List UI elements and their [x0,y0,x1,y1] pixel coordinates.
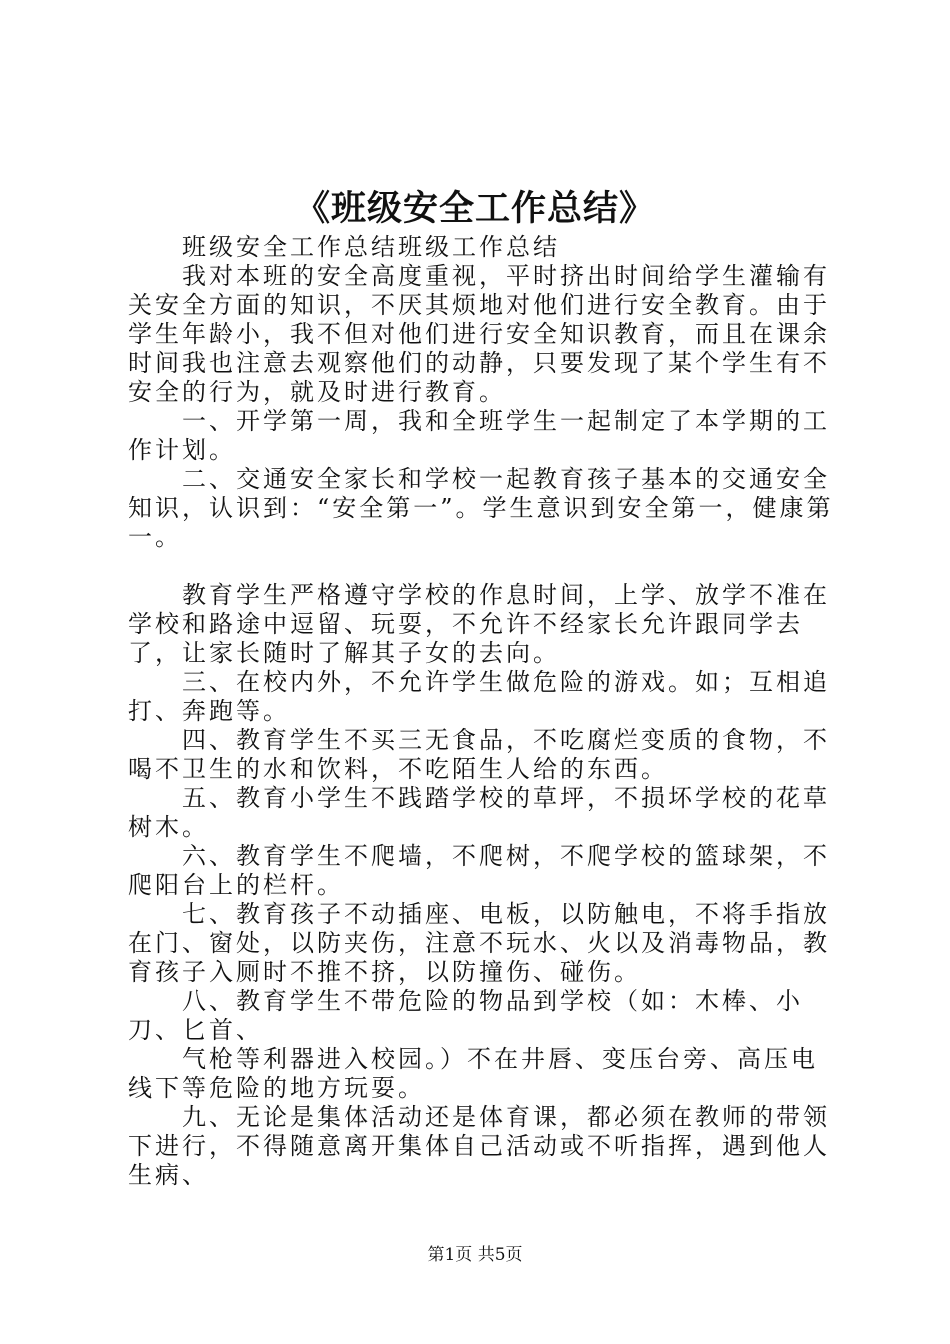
paragraph: 一、开学第一周，我和全班学生一起制定了本学期的工作计划。 [128,407,830,464]
paragraph: 气枪等利器进入校园。）不在井唇、变压台旁、高压电线下等危险的地方玩耍。 [128,1045,818,1102]
paragraph: 九、无论是集体活动还是体育课，都必须在教师的带领下进行，不得随意离开集体自己活动或不听指挥，遇到他人生病、 [128,1103,830,1189]
paragraph: 班级安全工作总结班级工作总结 [182,233,560,261]
document-title: 《班级安全工作总结》 [294,188,655,229]
paragraph: 七、教育孩子不动插座、电板，以防触电，不将手指放在门、窗处，以防夹伤，注意不玩水、火以及消毒物品，教育孩子入厕时不推不挤，以防撞伤、碰伤。 [128,900,830,986]
paragraph: 八、教育学生不带危险的物品到学校（如：木棒、小刀、匕首、 [128,987,803,1044]
document-body [128,233,834,1190]
paragraph: 教育学生严格遵守学校的作息时间，上学、放学不准在学校和路途中逗留、玩耍，不允许不经家长允许跟同学去了，让家长随时了解其子女的去向。 [128,581,830,667]
paragraph: 三、在校内外，不允许学生做危险的游戏。如；互相追打、奔跑等。 [128,668,830,725]
page-footer: 第1页 共5页 [427,1245,523,1265]
blank-line [128,552,834,581]
paragraph: 六、教育学生不爬墙，不爬树，不爬学校的篮球架，不爬阳台上的栏杆。 [128,842,830,899]
paragraph: 五、教育小学生不践踏学校的草坪，不损坏学校的花草树木。 [128,784,830,841]
paragraph: 我对本班的安全高度重视，平时挤出时间给学生灌输有关安全方面的知识，不厌其烦地对他们进行安全教育。由于学生年龄小，我不但对他们进行安全知识教育，而且在课余时间我也注意去观察他们的动静，只要发现了某个学生有不安全的行为，就及时进行教育。 [128,262,830,406]
paragraph: 二、交通安全家长和学校一起教育孩子基本的交通安全知识，认识到：“安全第一”。学生意识到安全第一，健康第一。 [128,465,834,551]
paragraph: 四、教育学生不买三无食品，不吃腐烂变质的食物，不喝不卫生的水和饮料，不吃陌生人给的东西。 [128,726,830,783]
